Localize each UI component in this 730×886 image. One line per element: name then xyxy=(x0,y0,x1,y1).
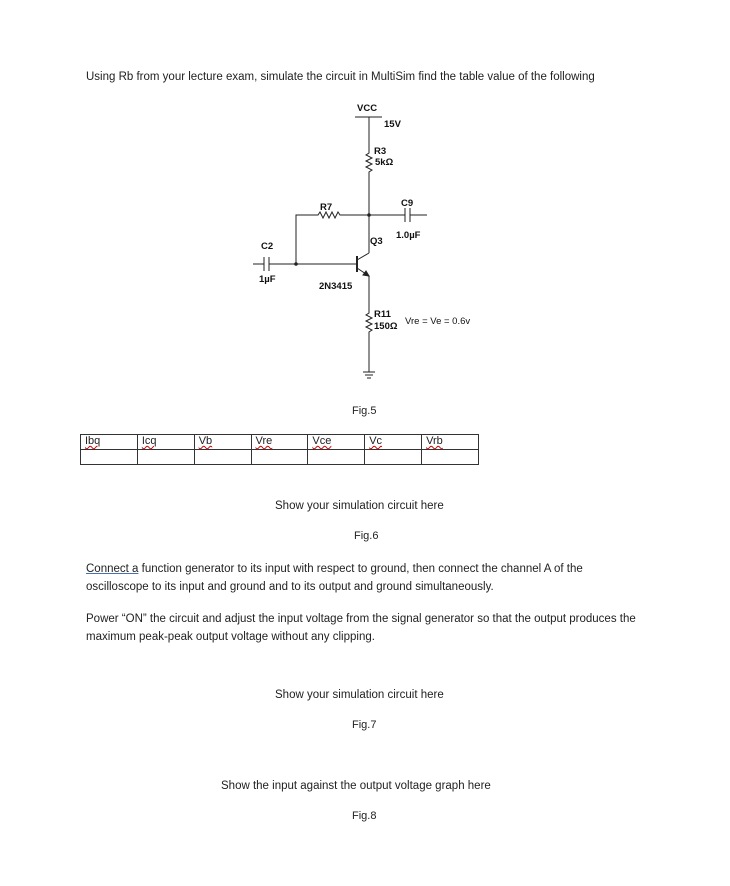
table-value-cell[interactable] xyxy=(365,450,422,465)
r11-resistor xyxy=(366,310,372,335)
table-value-cell[interactable] xyxy=(308,450,365,465)
connect-link-text: Connect a xyxy=(86,563,139,575)
r7-name: R7 xyxy=(320,202,333,213)
voltage-note: Vre = Ve = 0.6v xyxy=(405,316,471,327)
simulation-placeholder-2: Show your simulation circuit here xyxy=(275,689,444,701)
simulation-placeholder-1: Show your simulation circuit here xyxy=(275,500,444,512)
instruction-paragraph-1 xyxy=(86,560,646,596)
r3-resistor xyxy=(366,150,372,175)
table-header-cell: Ibq xyxy=(81,435,138,450)
table-header-cell: Vb xyxy=(194,435,251,450)
r3-name: R3 xyxy=(374,146,387,157)
table-value-cell[interactable] xyxy=(81,450,138,465)
instruction-paragraph-2: Power “ON” the circuit and adjust the input voltage from the signal generator so that the output produces the maximum peak-peak output voltage without any clipping. xyxy=(86,613,636,643)
table-value-row xyxy=(81,450,479,465)
table-value-cell[interactable] xyxy=(194,450,251,465)
fig7-caption: Fig.7 xyxy=(352,719,377,731)
r11-name: R11 xyxy=(374,309,391,320)
fig8-caption: Fig.8 xyxy=(352,810,377,822)
table-header-cell: Vre xyxy=(251,435,308,450)
r7-resistor xyxy=(296,212,369,264)
table-value-cell[interactable] xyxy=(251,450,308,465)
c2-value: 1µF xyxy=(259,274,276,285)
q3-collector-leg xyxy=(357,253,369,260)
r3-value: 5kΩ xyxy=(375,157,394,168)
graph-placeholder: Show the input against the output voltage graph here xyxy=(221,780,491,792)
q3-emitter-arrow xyxy=(363,271,369,276)
circuit-schematic xyxy=(0,0,730,420)
junction-collector xyxy=(367,213,371,217)
fig6-caption: Fig.6 xyxy=(354,530,379,542)
fig5-caption: Fig.5 xyxy=(352,405,377,417)
c2-name: C2 xyxy=(261,241,274,252)
table-header-row xyxy=(81,435,479,450)
r11-value: 150Ω xyxy=(374,321,398,332)
vcc-value: 15V xyxy=(384,119,401,130)
c9-name: C9 xyxy=(401,198,414,209)
table-header-cell: Icq xyxy=(137,435,194,450)
table-header-cell: Vce xyxy=(308,435,365,450)
table-value-cell[interactable] xyxy=(137,450,194,465)
junction-base xyxy=(294,262,298,266)
intro-text: Using Rb from your lecture exam, simulate the circuit in MultiSim find the table value of the following xyxy=(86,71,595,83)
c9-value: 1.0µF xyxy=(396,230,421,241)
table-header-cell: Vc xyxy=(365,435,422,450)
table-value-cell[interactable] xyxy=(422,450,479,465)
instruction-1-rest: function generator to its input with respect to ground, then connect the channel A of the oscilloscope to its input and ground and to its output and ground simultaneously. xyxy=(86,563,583,593)
q3-name: Q3 xyxy=(370,236,383,247)
table-header-cell: Vrb xyxy=(422,435,479,450)
transistor-model: 2N3415 xyxy=(319,281,353,292)
vcc-label: VCC xyxy=(357,103,378,114)
values-table xyxy=(80,434,479,465)
